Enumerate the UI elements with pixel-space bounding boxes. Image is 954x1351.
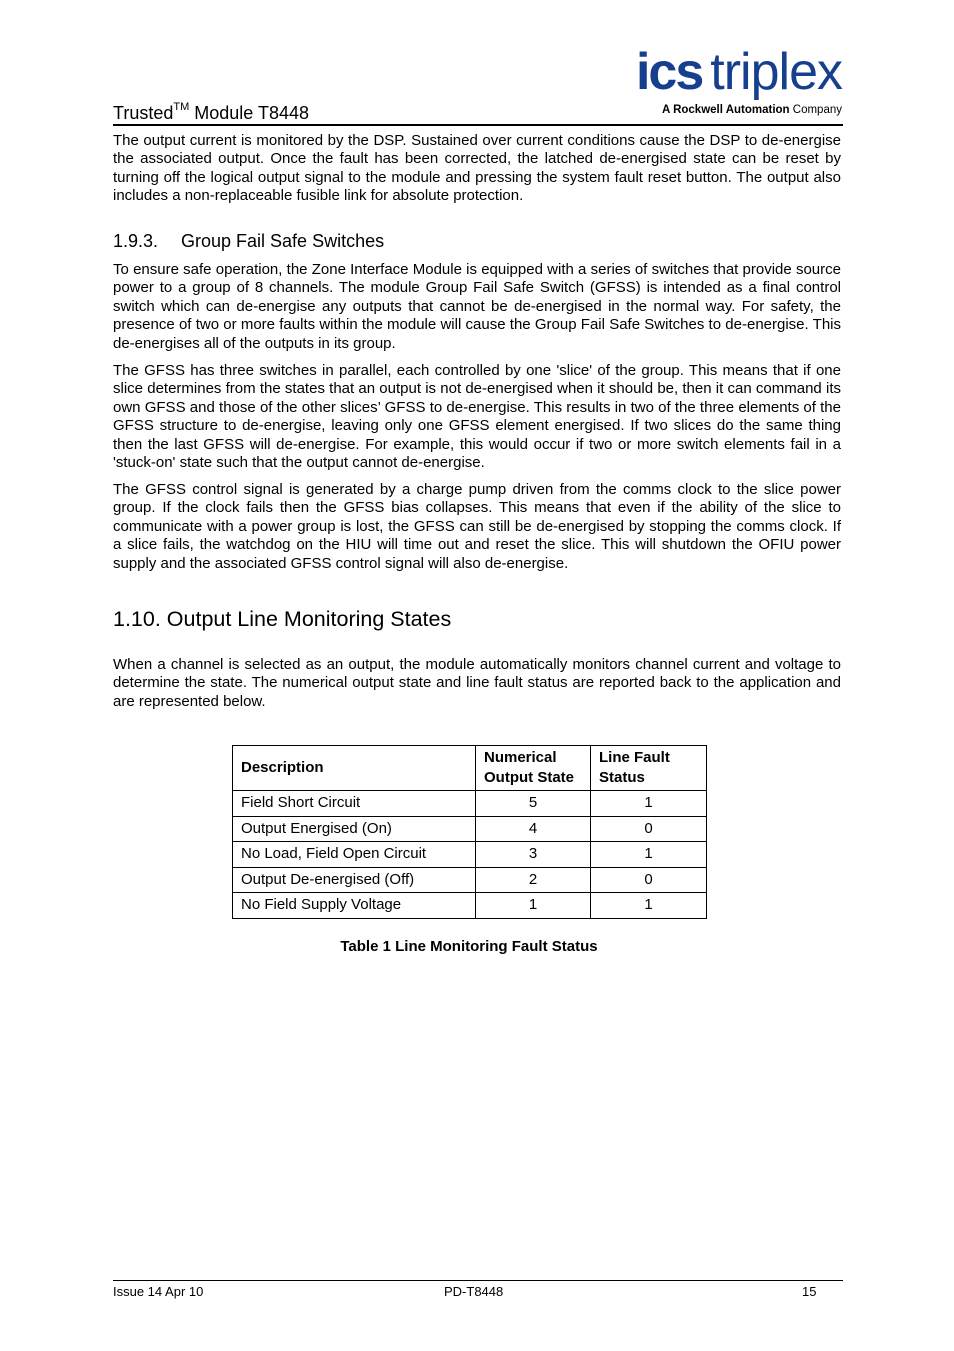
table-cell: 1 bbox=[476, 893, 591, 919]
footer-issue: Issue 14 Apr 10 bbox=[113, 1284, 204, 1299]
table-row bbox=[233, 842, 707, 868]
title-text: Trusted bbox=[113, 103, 174, 123]
table-row bbox=[233, 816, 707, 842]
company-logo bbox=[604, 44, 844, 120]
table-row bbox=[233, 791, 707, 817]
section-title: Group Fail Safe Switches bbox=[181, 231, 385, 251]
table-cell: Field Short Circuit bbox=[233, 791, 476, 817]
table-cell: 1 bbox=[591, 893, 707, 919]
table-header-cell: Numerical Output State bbox=[476, 746, 591, 791]
paragraph-line-monitoring: When a channel is selected as an output, the module automatically monitors channel current and voltage to determine the state. The numerical output state and line fault status are reported back to the application and are represented below. bbox=[113, 656, 841, 710]
header-rule bbox=[113, 124, 843, 126]
table-row bbox=[233, 893, 707, 919]
line-monitoring-table bbox=[232, 745, 707, 919]
paragraph-gfss-intro: To ensure safe operation, the Zone Interface Module is equipped with a series of switches that provide source power to a group of 8 channels. The module Group Fail Safe Switch (GFSS) is intended as a final control switch which can de-energise any outputs that cannot be de-energised in the normal way. For safety, the presence of two or more faults within the module will cause the Group Fail Safe Switches to de-energise. This de-energises all of the outputs in its group. bbox=[113, 261, 841, 352]
table-header-row bbox=[233, 746, 707, 791]
table-cell: 1 bbox=[591, 842, 707, 868]
section-heading-1-9-3 bbox=[113, 230, 384, 252]
intro-paragraph: The output current is monitored by the DSP. Sustained over current conditions cause the DSP to de-energise the associated output. Once the fault has been corrected, the latched de-energised state can be reset by turning off the logical output signal to the module and pressing the system fault reset button. The output also includes a non-replaceable fusible link for absolute protection. bbox=[113, 132, 841, 205]
table-cell: Output De-energised (Off) bbox=[233, 867, 476, 893]
table-row bbox=[233, 867, 707, 893]
table-caption: Table 1 Line Monitoring Fault Status bbox=[340, 938, 598, 955]
logo-ics: ics bbox=[635, 43, 703, 101]
table-cell: No Load, Field Open Circuit bbox=[233, 842, 476, 868]
footer-doc-id: PD-T8448 bbox=[444, 1284, 504, 1299]
table-cell: 3 bbox=[476, 842, 591, 868]
logo-triplex: triplex bbox=[710, 43, 842, 101]
trademark-sup: TM bbox=[173, 101, 190, 113]
table-cell: 0 bbox=[591, 816, 707, 842]
table-cell: No Field Supply Voltage bbox=[233, 893, 476, 919]
paragraph-gfss-control: The GFSS control signal is generated by a charge pump driven from the comms clock to the slice power group. If the clock fails then the GFSS bias collapses. This means that even if the ability of the slice to communicate with a power group is lost, the GFSS can still be de-energised by stopping the comms clock. If a slice fails, the watchdog on the HIU will time out and reset the slice. This will shutdown the OFIU power supply and the associated GFSS control signal will also de-energise. bbox=[113, 481, 841, 572]
table-cell: Output Energised (On) bbox=[233, 816, 476, 842]
logo-company-text: Company bbox=[792, 104, 842, 116]
section-number: 1.9.3. bbox=[113, 231, 159, 251]
logo-wordmark bbox=[636, 44, 842, 100]
title-module: Module T8448 bbox=[189, 103, 310, 123]
table-header-cell: Description bbox=[233, 746, 476, 791]
table-cell: 4 bbox=[476, 816, 591, 842]
section-heading-1-10: 1.10. Output Line Monitoring States bbox=[113, 607, 452, 631]
table-cell: 5 bbox=[476, 791, 591, 817]
table-header-cell: Line Fault Status bbox=[591, 746, 707, 791]
footer-page-number: 15 bbox=[802, 1284, 817, 1299]
table-cell: 0 bbox=[591, 867, 707, 893]
header-title bbox=[113, 96, 309, 124]
logo-tagline bbox=[662, 104, 842, 116]
paragraph-gfss-switches: The GFSS has three switches in parallel, each controlled by one 'slice' of the group. This means that if one slice determines from the states that an output is not de-energised when it should be, then it can command its own GFSS and those of the other slices’ GFSS to de-energise. This results in two of the three elements of the GFSS structure to de-energise, leaving only one GFSS element energised. If two slices do the same thing then the last GFSS will de-energise. For example, this would occur if two or more switch elements fail in a 'stuck-on' state such that the output cannot de-energise. bbox=[113, 362, 841, 472]
table-cell: 1 bbox=[591, 791, 707, 817]
footer-rule bbox=[113, 1280, 843, 1281]
table-cell: 2 bbox=[476, 867, 591, 893]
logo-tagline-text: A Rockwell Automation bbox=[662, 104, 790, 116]
